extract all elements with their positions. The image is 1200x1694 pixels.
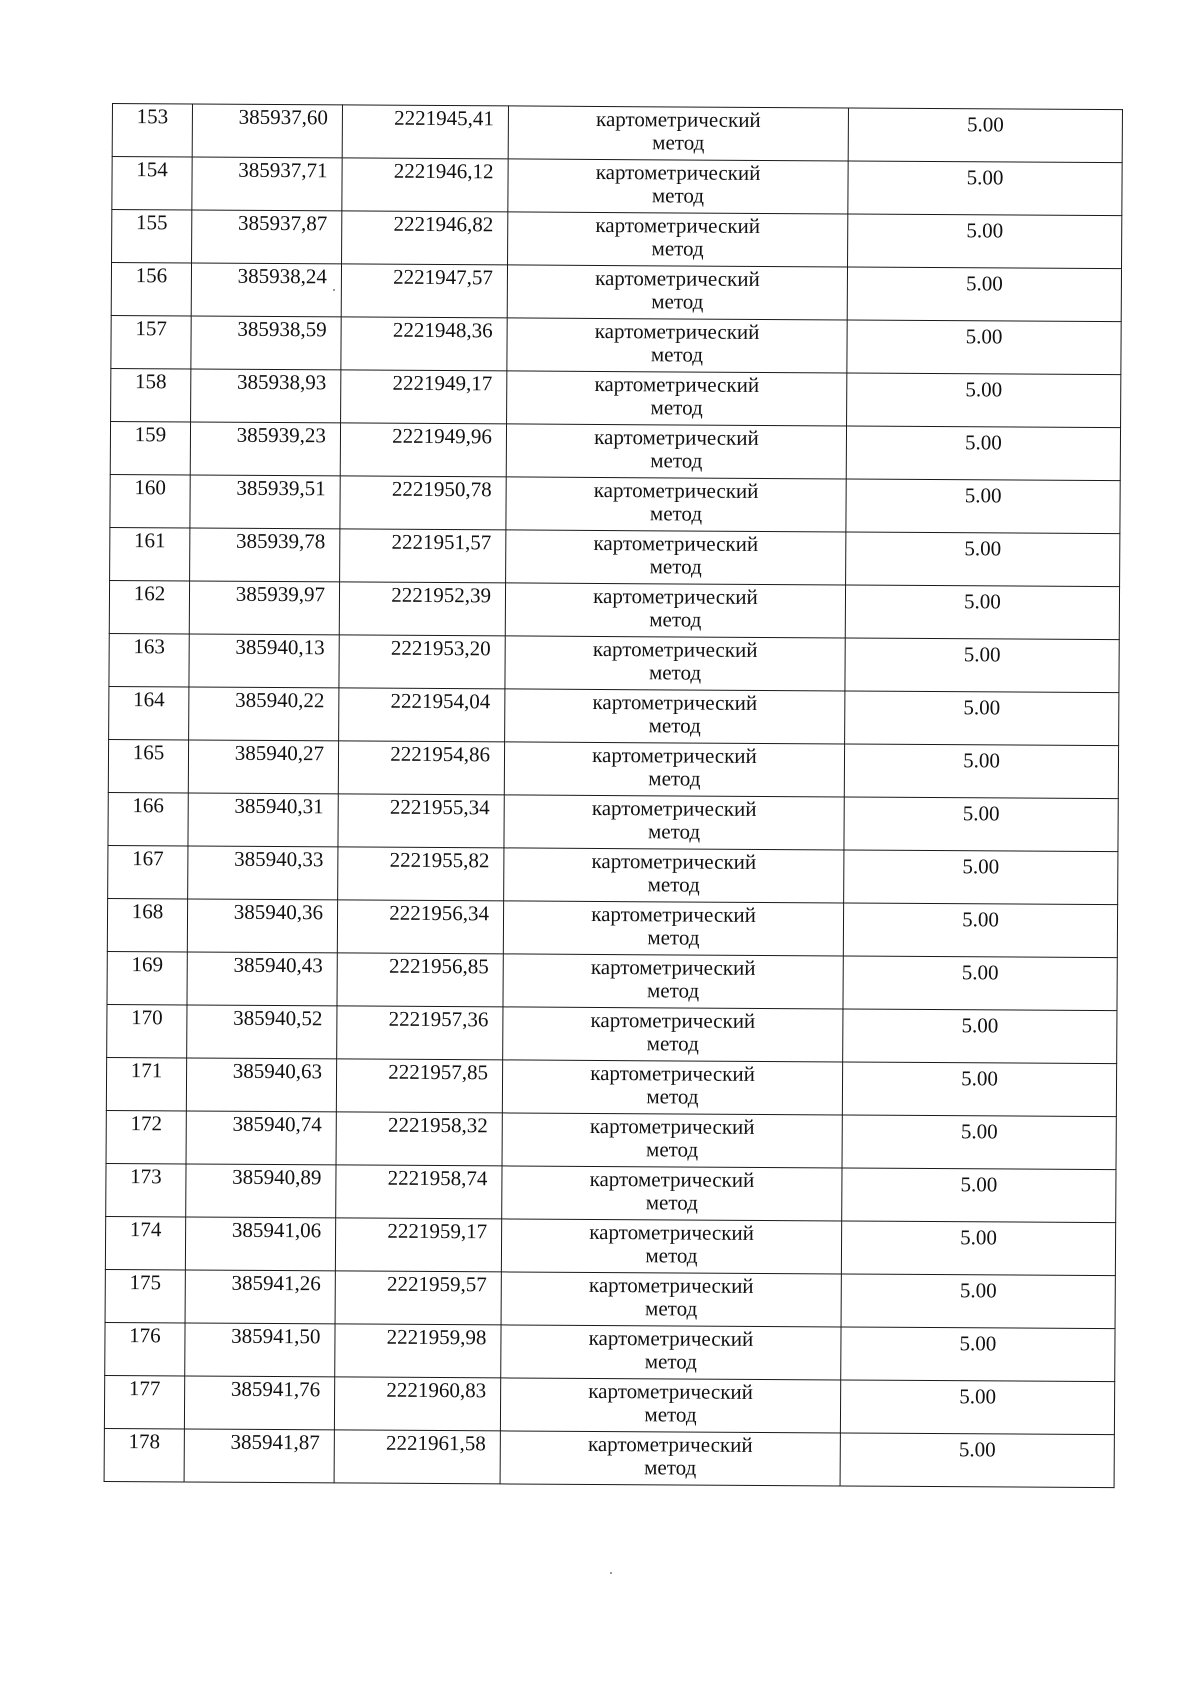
y-coordinate-cell: 2221956,34 (337, 900, 503, 954)
method-line-1: картометрический (591, 795, 757, 821)
method-line-2: метод (650, 342, 704, 367)
y-coordinate-cell: 2221959,17 (335, 1218, 501, 1272)
table-row (104, 1428, 1114, 1487)
method-line-1: картометрический (587, 1431, 753, 1457)
accuracy-cell: 5.00 (841, 1327, 1115, 1382)
accuracy-cell: 5.00 (845, 638, 1119, 693)
point-number-cell: 167 (108, 845, 188, 898)
table-row (110, 474, 1120, 533)
point-number-cell: 165 (108, 739, 188, 792)
method-line-1: картометрический (588, 1272, 754, 1298)
coordinates-table-body (104, 104, 1122, 1488)
method-line-2: метод (651, 236, 704, 261)
y-coordinate-cell: 2221946,82 (342, 211, 508, 265)
table-row (110, 421, 1120, 480)
y-coordinate-cell: 2221954,04 (339, 688, 505, 742)
y-coordinate-cell: 2221959,98 (335, 1324, 501, 1378)
method-cell (505, 636, 845, 691)
table-row (109, 686, 1119, 745)
y-coordinate-cell: 2221948,36 (341, 317, 507, 371)
point-number-cell: 157 (111, 315, 191, 368)
y-coordinate-cell: 2221955,82 (338, 847, 504, 901)
table-row (111, 315, 1121, 374)
method-line-2: метод (648, 713, 701, 738)
method-cell (502, 1113, 842, 1168)
method-line-1: картометрический (591, 848, 757, 874)
point-number-cell: 170 (107, 1004, 187, 1057)
x-coordinate-cell: 385939,78 (190, 528, 340, 582)
table-row (109, 633, 1119, 692)
method-line-2: метод (649, 554, 702, 579)
x-coordinate-cell: 385941,87 (184, 1429, 334, 1483)
method-line-2: метод (645, 1296, 698, 1321)
method-cell (504, 848, 844, 903)
y-coordinate-cell: 2221957,85 (336, 1059, 502, 1113)
method-line-1: картометрический (592, 742, 757, 768)
table-row (110, 527, 1120, 586)
table-row (108, 739, 1118, 798)
accuracy-cell: 5.00 (840, 1433, 1114, 1488)
scan-speck (333, 289, 335, 291)
method-cell (501, 1272, 841, 1327)
method-line-1: картометрический (595, 159, 761, 185)
table-row (112, 157, 1122, 216)
point-number-cell: 177 (104, 1375, 184, 1428)
y-coordinate-cell: 2221961,58 (334, 1430, 500, 1484)
x-coordinate-cell: 385937,87 (192, 210, 342, 264)
method-cell (503, 901, 843, 956)
y-coordinate-cell: 2221958,32 (336, 1112, 502, 1166)
method-cell (507, 265, 847, 320)
method-cell (500, 1431, 840, 1486)
point-number-cell: 171 (106, 1057, 186, 1110)
point-number-cell: 158 (111, 368, 191, 421)
accuracy-cell: 5.00 (845, 691, 1119, 746)
method-line-2: метод (651, 183, 705, 208)
accuracy-cell: 5.00 (842, 1062, 1116, 1117)
method-cell (506, 424, 846, 479)
point-number-cell: 175 (105, 1269, 185, 1322)
method-line-2: метод (646, 1084, 699, 1109)
accuracy-cell: 5.00 (847, 267, 1121, 322)
method-line-2: метод (646, 1031, 699, 1056)
x-coordinate-cell: 385940,43 (187, 952, 337, 1006)
accuracy-cell: 5.00 (842, 1168, 1116, 1223)
table-row (109, 580, 1119, 639)
point-number-cell: 174 (105, 1216, 185, 1269)
x-coordinate-cell: 385940,31 (188, 793, 338, 847)
method-line-1: картометрический (589, 1219, 754, 1245)
y-coordinate-cell: 2221956,85 (337, 953, 503, 1007)
y-coordinate-cell: 2221960,83 (334, 1377, 500, 1431)
point-number-cell: 153 (112, 104, 192, 157)
table-row (105, 1322, 1115, 1381)
table-row (104, 1375, 1114, 1434)
x-coordinate-cell: 385939,97 (189, 581, 339, 635)
x-coordinate-cell: 385940,27 (188, 740, 338, 794)
x-coordinate-cell: 385939,51 (190, 475, 340, 529)
method-line-1: картометрический (590, 1007, 756, 1033)
x-coordinate-cell: 385941,06 (185, 1217, 335, 1271)
method-cell (506, 530, 846, 585)
method-line-2: метод (645, 1137, 699, 1162)
method-cell (508, 159, 848, 214)
method-line-2: метод (646, 978, 700, 1003)
coordinates-table (104, 103, 1123, 1488)
y-coordinate-cell: 2221957,36 (337, 1006, 503, 1060)
y-coordinate-cell: 2221953,20 (339, 635, 505, 689)
accuracy-cell: 5.00 (843, 1009, 1117, 1064)
method-cell (503, 954, 843, 1009)
x-coordinate-cell: 385937,60 (192, 104, 342, 158)
method-line-1: картометрический (588, 1325, 754, 1351)
x-coordinate-cell: 385941,26 (185, 1270, 335, 1324)
method-line-2: метод (651, 289, 704, 314)
method-line-2: метод (645, 1243, 698, 1268)
table-row (112, 104, 1122, 163)
accuracy-cell: 5.00 (846, 426, 1120, 481)
point-number-cell: 156 (111, 263, 191, 316)
method-cell (508, 106, 848, 161)
method-line-2: метод (647, 925, 700, 950)
point-number-cell: 160 (110, 474, 190, 527)
table-row (112, 210, 1122, 269)
table-row (106, 1057, 1116, 1116)
method-cell (507, 371, 847, 426)
x-coordinate-cell: 385941,76 (184, 1376, 334, 1430)
method-cell (505, 583, 845, 638)
accuracy-cell: 5.00 (846, 532, 1120, 587)
x-coordinate-cell: 385939,23 (190, 422, 340, 476)
accuracy-cell: 5.00 (841, 1274, 1115, 1329)
point-number-cell: 161 (110, 527, 190, 580)
x-coordinate-cell: 385940,89 (186, 1164, 336, 1218)
table-row (106, 1163, 1116, 1222)
y-coordinate-cell: 2221949,96 (340, 423, 506, 477)
point-number-cell: 162 (109, 580, 189, 633)
method-line-2: метод (649, 607, 702, 632)
x-coordinate-cell: 385940,22 (189, 687, 339, 741)
accuracy-cell: 5.00 (845, 585, 1119, 640)
method-cell (501, 1325, 841, 1380)
x-coordinate-cell: 385938,93 (191, 369, 341, 423)
point-number-cell: 178 (104, 1428, 184, 1481)
method-line-1: картометрический (592, 636, 758, 662)
point-number-cell: 168 (107, 898, 187, 951)
x-coordinate-cell: 385940,13 (189, 634, 339, 688)
x-coordinate-cell: 385940,63 (186, 1058, 336, 1112)
method-line-1: картометрический (595, 265, 760, 291)
accuracy-cell: 5.00 (841, 1221, 1115, 1276)
y-coordinate-cell: 2221959,57 (335, 1271, 501, 1325)
method-line-2: метод (652, 130, 705, 155)
point-number-cell: 172 (106, 1110, 186, 1163)
method-cell (503, 1007, 843, 1062)
method-cell (508, 212, 848, 267)
x-coordinate-cell: 385940,33 (188, 846, 338, 900)
accuracy-cell: 5.00 (844, 850, 1118, 905)
accuracy-cell: 5.00 (848, 214, 1122, 269)
method-line-2: метод (645, 1190, 698, 1215)
method-line-1: картометрический (592, 689, 758, 715)
point-number-cell: 159 (110, 421, 190, 474)
method-line-2: метод (649, 501, 703, 526)
method-line-1: картометрический (594, 371, 760, 397)
accuracy-cell: 5.00 (848, 161, 1122, 216)
accuracy-cell: 5.00 (848, 108, 1122, 163)
method-line-2: метод (650, 395, 703, 420)
method-cell (504, 742, 844, 797)
method-cell (502, 1166, 842, 1221)
table-row (105, 1216, 1115, 1275)
x-coordinate-cell: 385937,71 (192, 157, 342, 211)
point-number-cell: 166 (108, 792, 188, 845)
point-number-cell: 169 (107, 951, 187, 1004)
method-cell (504, 795, 844, 850)
scan-speck (610, 1572, 612, 1574)
x-coordinate-cell: 385941,50 (185, 1323, 335, 1377)
y-coordinate-cell: 2221945,41 (342, 105, 508, 159)
method-line-2: метод (644, 1402, 697, 1427)
y-coordinate-cell: 2221958,74 (336, 1165, 502, 1219)
method-line-1: картометрический (588, 1378, 754, 1404)
method-line-1: картометрический (589, 1166, 755, 1192)
method-line-1: картометрический (593, 583, 758, 609)
table-row (108, 792, 1118, 851)
accuracy-cell: 5.00 (844, 797, 1118, 852)
table-row (107, 951, 1117, 1010)
point-number-cell: 155 (112, 210, 192, 263)
x-coordinate-cell: 385940,74 (186, 1111, 336, 1165)
method-line-2: метод (650, 448, 703, 473)
accuracy-cell: 5.00 (840, 1380, 1114, 1435)
accuracy-cell: 5.00 (842, 1115, 1116, 1170)
method-line-1: картометрический (596, 106, 761, 132)
x-coordinate-cell: 385940,52 (187, 1005, 337, 1059)
y-coordinate-cell: 2221947,57 (341, 264, 507, 318)
method-line-1: картометрический (593, 530, 759, 556)
method-cell (506, 477, 846, 532)
table-row (105, 1269, 1115, 1328)
method-cell (505, 689, 845, 744)
method-line-1: картометрический (589, 1113, 755, 1139)
table-row (106, 1110, 1116, 1169)
method-cell (507, 318, 847, 373)
method-cell (502, 1060, 842, 1115)
table-row (107, 898, 1117, 957)
method-line-2: метод (644, 1455, 697, 1480)
method-line-1: картометрический (594, 424, 759, 450)
method-cell (500, 1378, 840, 1433)
point-number-cell: 164 (109, 686, 189, 739)
y-coordinate-cell: 2221949,17 (341, 370, 507, 424)
method-line-2: метод (648, 660, 702, 685)
x-coordinate-cell: 385940,36 (187, 899, 337, 953)
y-coordinate-cell: 2221951,57 (340, 529, 506, 583)
y-coordinate-cell: 2221955,34 (338, 794, 504, 848)
accuracy-cell: 5.00 (843, 903, 1117, 958)
point-number-cell: 176 (105, 1322, 185, 1375)
point-number-cell: 163 (109, 633, 189, 686)
x-coordinate-cell: 385938,59 (191, 316, 341, 370)
y-coordinate-cell: 2221954,86 (338, 741, 504, 795)
x-coordinate-cell: 385938,24 (191, 263, 341, 317)
point-number-cell: 173 (106, 1163, 186, 1216)
accuracy-cell: 5.00 (847, 320, 1121, 375)
method-line-1: картометрический (595, 212, 761, 238)
y-coordinate-cell: 2221952,39 (339, 582, 505, 636)
method-line-1: картометрический (590, 954, 756, 980)
table-row (111, 368, 1121, 427)
method-line-1: картометрический (593, 477, 759, 503)
accuracy-cell: 5.00 (844, 744, 1118, 799)
method-cell (501, 1219, 841, 1274)
table-row (108, 845, 1118, 904)
method-line-1: картометрический (594, 318, 760, 344)
method-line-2: метод (647, 819, 701, 844)
table-row (107, 1004, 1117, 1063)
point-number-cell: 154 (112, 157, 192, 210)
y-coordinate-cell: 2221950,78 (340, 476, 506, 530)
accuracy-cell: 5.00 (843, 956, 1117, 1011)
method-line-2: метод (644, 1349, 697, 1374)
accuracy-cell: 5.00 (847, 373, 1121, 428)
method-line-2: метод (648, 766, 701, 791)
method-line-1: картометрический (590, 1060, 755, 1086)
accuracy-cell: 5.00 (846, 479, 1120, 534)
table-row (111, 263, 1121, 322)
y-coordinate-cell: 2221946,12 (342, 158, 508, 212)
method-line-2: метод (647, 872, 700, 897)
method-line-1: картометрический (591, 901, 756, 927)
